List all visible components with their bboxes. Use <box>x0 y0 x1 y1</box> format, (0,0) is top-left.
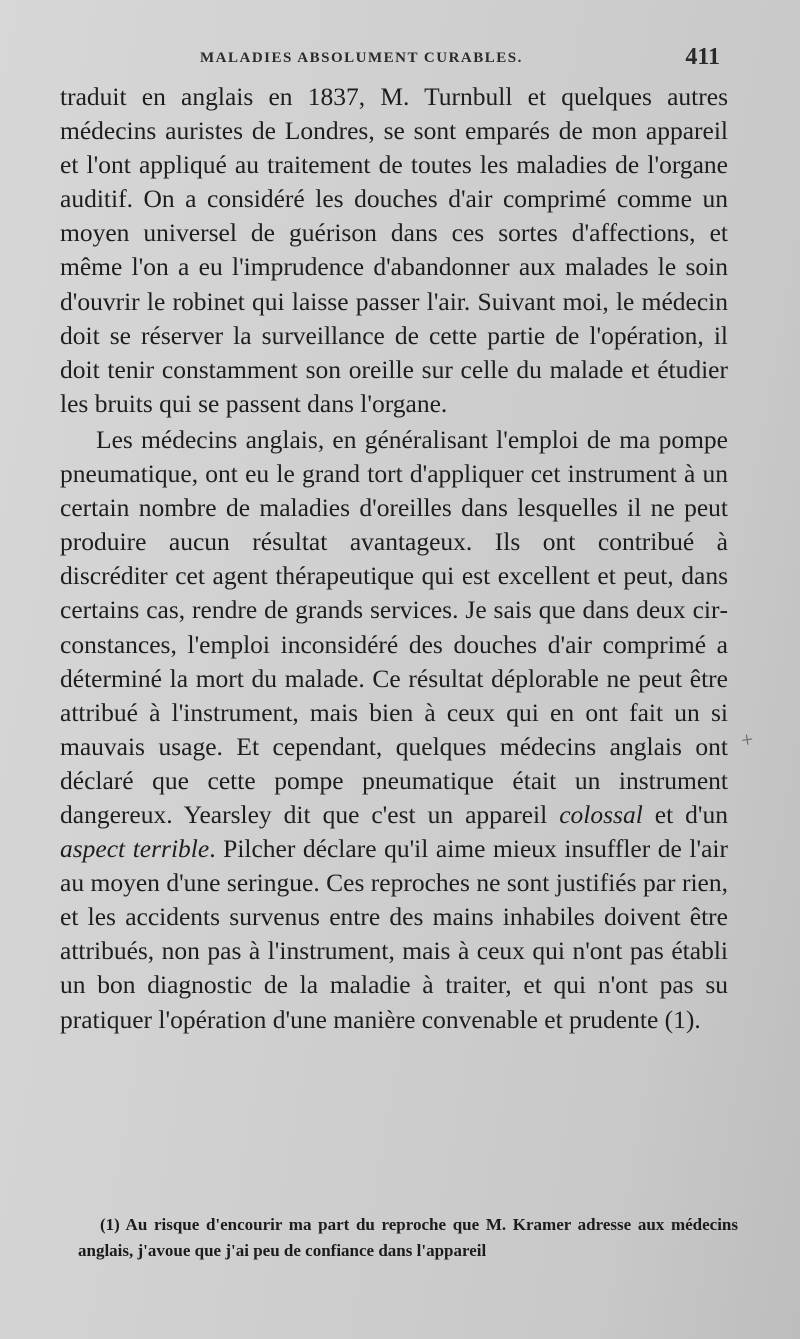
page-header <box>200 44 720 76</box>
paragraph-2-part-1: Les médecins anglais, en généralisant l'emploi de ma pompe pneumatique, ont eu le grand tort d'appliquer cet instrument à un certain nombre de maladies d'oreilles dans lesquelles il ne peut produire aucun résultat avantageux. Ils ont contribué à discréditer cet agent thérapeutique qui est excellent et peut, dans certains cas, rendre de grands services. Je sais que dans deux circonstances, l'emploi inconsidéré des douches d'air comprimé a déterminé la mort du malade. Ce résultat déplorable ne peut être attribué à l'instrument, mais bien à ceux qui en ont fait un si mauvais usage. Et cependant, quelques médecins anglais ont déclaré que cette pompe pneumatique était un instrument dangereux. Yearsley dit que c'est un appareil <box>60 424 728 829</box>
paragraph-1: traduit en anglais en 1837, M. Turnbull et quelques autres médecins auristes de Londres, se sont emparés de mon appareil et l'ont appliqué au traitement de toutes les maladies de l'organe auditif. On a considéré les douches d'air comprimé comme un moyen universel de guérison dans ces sortes d'affections, et même l'on a eu l'imprudence d'abandonner aux malades le soin d'ouvrir le robinet qui laisse passer l'air. Suivant moi, le médecin doit se réserver la surveillance de cette partie de l'opération, il doit tenir constamment son oreille sur celle du malade et étudier les bruits qui se passent dans l'organe. <box>60 82 728 418</box>
paragraph-2 <box>60 423 728 1037</box>
footnote-text: (1) Au risque d'encourir ma part du reproche que M. Kramer adresse aux médecins anglais, j'avoue que j'ai peu de confiance dans l'appareil <box>78 1215 738 1260</box>
page-number: 411 <box>685 44 720 70</box>
paragraph-2-part-2: et d'un <box>642 799 728 829</box>
paragraph-2-part-3: . Pilcher déclare qu'il aime mieux insuffler de l'air au moyen d'une seringue. Ces reproches ne sont justifiés par rien, et les accidents survenus entre des mains inhabiles doivent être attribués, non pas à l'instrument, mais à ceux qui n'ont pas établi un bon diagnostic de la maladie à traiter, et qui n'ont pas su pratiquer l'opération d'une manière convenable et prudente (1). <box>60 834 729 1034</box>
running-title: MALADIES ABSOLUMENT CURABLES. <box>200 50 523 66</box>
italic-term-aspect-terrible: aspect terrible <box>60 834 210 864</box>
handwritten-margin-mark: + <box>739 726 756 753</box>
footnote <box>78 1212 738 1264</box>
body-text <box>60 80 728 1037</box>
italic-term-colossal: colossal <box>559 799 643 829</box>
